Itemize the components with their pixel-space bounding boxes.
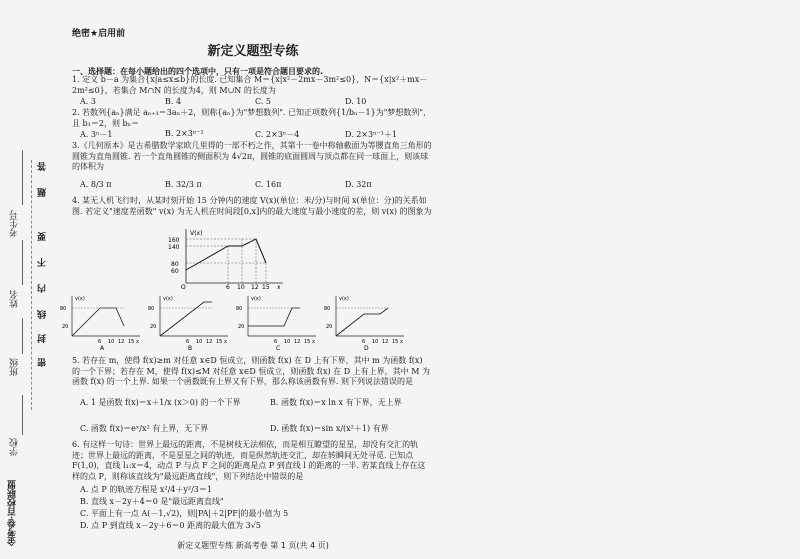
curve — [160, 302, 212, 336]
school-label: 学校 — [10, 438, 20, 456]
y-axis-label: v(x) — [163, 296, 173, 302]
x-tick: x — [400, 339, 403, 345]
curve — [336, 308, 388, 336]
option-b: B. 函数 f(x)＝x ln x 有下界，无上界 — [270, 398, 402, 407]
warning-char: 不 — [38, 258, 48, 267]
page-footer: 新定义题型专练 新高考卷 第 1 页(共 4 页) — [177, 541, 329, 550]
graph-label: C — [276, 345, 281, 350]
class-blank — [22, 318, 23, 354]
option-a: A. 1 是函数 f(x)＝x＋1/x (x＞0) 的一个下界 — [80, 398, 241, 407]
page-title: 新定义题型专练 — [207, 44, 299, 59]
exam-no-label: 考生号 — [10, 210, 20, 237]
y-axis-label: v(x) — [75, 296, 85, 302]
question-3-stem: 3.《几何原本》是古希腊数学家欧几里得的一部不朽之作，其第十一卷中称轴截面为等腰直角三角形的圆锥为直角圆锥. 若一个直角圆锥的侧面积为 4√2π，圆锥的底面圆周与顶点都在同一球面上，则该球的体积为 — [72, 141, 432, 171]
warning-char: 答 — [38, 162, 48, 171]
option-a: A. 8/3 π — [80, 180, 112, 189]
option-c: C. 16π — [255, 180, 282, 189]
name-label: 姓名 — [10, 290, 20, 308]
question-5-stem: 5. 若存在 m，使得 f(x)≥m 对任意 x∈D 恒成立，则函数 f(x) 在 D 上有下界，其中 m 为函数 f(x) 的一个下界；若存在 M，使得 f(x)≤M 对任意 x∈D 恒成立，则函数 f(x) 在 D 上有上界，其中 M 为函数 f(x) 的一个上界. 如果一个函数既有上界又有下界，那么称该函数有界. 则下列说法错误的是 — [72, 356, 430, 386]
graph-b — [148, 296, 228, 350]
x-tick: 12 — [206, 339, 213, 345]
curve — [248, 308, 300, 326]
graph-c — [236, 296, 316, 350]
y-axis-label: v(x) — [339, 296, 349, 302]
x-tick: 15 — [262, 284, 270, 289]
x-tick: 15 — [216, 339, 223, 345]
x-tick: 6 — [186, 339, 190, 345]
x-tick: 6 — [226, 284, 230, 289]
x-tick: 12 — [294, 339, 301, 345]
option-b: B. 直线 x－2y＋4＝0 是"最远距离直线" — [80, 497, 224, 506]
option-b: B. 4 — [165, 97, 182, 106]
option-c: C. 函数 f(x)＝eˣ/x² 有上界，无下界 — [80, 424, 209, 433]
x-tick: 10 — [237, 284, 245, 289]
option-d: D. 10 — [345, 97, 367, 106]
option-a: A. 点 P 的轨迹方程是 x²/4＋y²/3＝1 — [80, 485, 212, 494]
question-2-stem: 2. 若数列{aₙ}满足 aₙ₊₁＝3aₙ＋2，则称{aₙ}为"梦想数列". 已知正项数列{1/bₙ－1}为"梦想数列"，且 b₁＝2，则 bₙ＝ — [72, 108, 432, 128]
graph-label: D — [364, 345, 369, 350]
y-tick: 20 — [326, 324, 333, 330]
x-tick: 10 — [108, 339, 115, 345]
x-tick: 15 — [304, 339, 311, 345]
exam-page — [58, 22, 788, 552]
option-d: D. 点 P 到直线 x－2y＋6＝0 距离的最大值为 3√5 — [80, 521, 261, 530]
brand-label: 金考卷·百校联盟 — [8, 480, 18, 547]
x-tick: x — [312, 339, 315, 345]
x-tick: 6 — [362, 339, 366, 345]
x-tick: 15 — [128, 339, 135, 345]
secret-label: 绝密★启用前 — [72, 29, 126, 39]
y-tick: 80 — [148, 306, 155, 312]
option-c: C. 2×3ⁿ－4 — [255, 130, 300, 139]
graph-d — [324, 296, 404, 350]
option-b: B. 32/3 π — [165, 180, 202, 189]
option-graphs — [60, 292, 420, 350]
section-heading: 一、选择题：在每小题给出的四个选项中，只有一项是符合题目要求的. — [72, 67, 324, 76]
y-tick: 80 — [60, 306, 67, 312]
x-tick: 10 — [284, 339, 291, 345]
option-c: C. 5 — [255, 97, 272, 106]
option-c: C. 平面上有一点 A(－1,√2)，则|PA|＋2|PF|的最小值为 5 — [80, 509, 289, 518]
warning-char: 密 — [38, 358, 48, 367]
y-tick: 160 — [168, 237, 180, 244]
school-blank — [22, 395, 23, 435]
x-tick: 12 — [118, 339, 125, 345]
y-tick: 20 — [238, 324, 245, 330]
warning-char: 封 — [38, 334, 48, 343]
curve — [72, 308, 124, 336]
x-tick: 6 — [98, 339, 102, 345]
x-tick: 12 — [382, 339, 389, 345]
class-label: 班级 — [10, 358, 20, 376]
warning-char: 内 — [38, 284, 48, 293]
binding-strip — [0, 0, 62, 559]
question-6-stem: 6. 有这样一句诗：世界上最远的距离，不是树枝无法相依，而是相互瞭望的星星，却没有交汇的轨迹；世界上最远的距离，不是星星之间的轨迹，而是纵然轨迹交汇，却在转瞬间无处寻觅. 已知点 F(1,0)，直线 l₁:x＝4，动点 P 与点 F 之间的距离是点 P 到直线 l 的距离的一半. 若某直线上存在这样的点 P，则称该直线为"最远距离直线"，则下列结论中错误的是 — [72, 440, 426, 481]
option-b: B. 2×3ⁿ⁻¹ — [165, 129, 204, 138]
option-d: D. 32π — [345, 180, 372, 189]
velocity-curve — [186, 239, 266, 270]
question-4-stem: 4. 某无人机飞行时，从某时刻开始 15 分钟内的速度 V(x)(单位：米/分)与时间 x(单位：分)的关系如图. 若定义"速度差函数" v(x) 为无人机在时间段[0,x]内的最大速度与最小速度的差，则 v(x) 的图象为 — [72, 196, 432, 216]
x-tick: O — [181, 284, 186, 289]
warning-char: 线 — [38, 310, 48, 319]
exam-no-blank — [22, 150, 23, 205]
option-d: D. 2×3ⁿ⁻¹＋1 — [345, 130, 398, 139]
y-tick: 80 — [171, 261, 179, 268]
x-tick: 12 — [251, 284, 259, 289]
x-tick: x — [277, 284, 281, 289]
y-tick: 20 — [62, 324, 69, 330]
name-blank — [22, 240, 23, 285]
y-axis-label: v(x) — [251, 296, 261, 302]
option-d: D. 函数 f(x)＝sin x/(x²＋1) 有界 — [270, 424, 389, 433]
x-tick: 10 — [372, 339, 379, 345]
option-a: A. 3 — [80, 97, 96, 106]
graph-a — [60, 296, 140, 350]
y-tick: 80 — [236, 306, 243, 312]
graph-label: A — [100, 345, 105, 350]
y-axis-label: V(x) — [190, 230, 203, 237]
y-tick: 80 — [324, 306, 331, 312]
y-tick: 60 — [171, 268, 179, 275]
x-tick: x — [136, 339, 139, 345]
velocity-graph — [168, 227, 288, 289]
question-1-stem: 1. 定义 b－a 为集合{x|a≤x≤b}的长度. 已知集合 M＝{x|x²－2mx－3m²≤0}，N＝{x|x²＋mx－2m²≤0}，若集合 M∩N 的长度为4，则 M∪N 的长度为 — [72, 75, 428, 95]
graph-label: B — [188, 345, 193, 350]
x-tick: 6 — [274, 339, 278, 345]
x-tick: x — [224, 339, 227, 345]
seal-line — [31, 160, 32, 410]
x-tick: 15 — [392, 339, 399, 345]
y-tick: 140 — [168, 244, 180, 251]
warning-char: 要 — [38, 232, 48, 241]
x-tick: 10 — [196, 339, 203, 345]
y-tick: 20 — [150, 324, 157, 330]
option-a: A. 3ⁿ－1 — [80, 130, 113, 139]
warning-char: 题 — [38, 188, 48, 197]
